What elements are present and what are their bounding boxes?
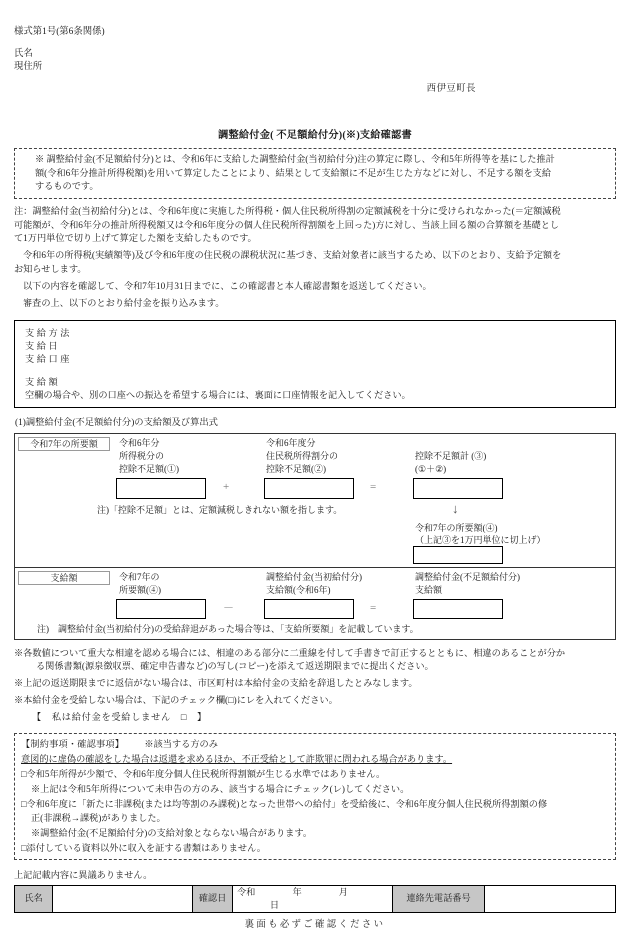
- issuer-name: 西伊豆町長: [426, 83, 476, 94]
- constraint-heading-row: [21, 738, 609, 751]
- sig-name-header: 氏名: [15, 885, 53, 913]
- note-2: ※上記の返送期限までに返信がない場合は、市区町村は本給付金の支給を辞退したとみなします。: [14, 678, 418, 689]
- notice-box: [14, 148, 616, 199]
- payment-date-label: 支給日: [25, 341, 61, 352]
- col1-label-1: 令和6年分: [119, 437, 160, 448]
- constraint-item-3[interactable]: □添付している資料以外に収入を証する書類はありません。: [21, 843, 266, 854]
- input-required-amount-ref[interactable]: [116, 599, 206, 619]
- footer-note: 裏面も必ずご確認ください: [244, 920, 386, 931]
- chu-note: [14, 205, 616, 245]
- calc-row-requirement: [15, 434, 615, 567]
- col1-label-2: 所得税分の: [119, 450, 165, 461]
- col2-label-3: 控除不足額(②): [266, 463, 326, 474]
- row-header-payment: 支給額: [18, 571, 110, 585]
- constraint-warning: 意図的に虚偽の確認をした場合は返還を求めるほか、不正受給として詐欺罪に問われる場合があります。: [21, 753, 453, 764]
- chu-line-3: て1万円単位で切り上げて算定した額を支給したものです。: [14, 233, 257, 243]
- decline-checkbox-line[interactable]: 【 私は給付金を受給しません □ 】: [32, 712, 207, 723]
- body-paragraphs: [14, 249, 616, 310]
- name-label: 氏名: [14, 48, 33, 59]
- input-deduction-shortfall-1[interactable]: [116, 478, 206, 499]
- date-month-label: 月: [338, 886, 348, 897]
- row-header-requirement: 令和7年の所要額: [18, 437, 110, 451]
- operator-minus: －: [223, 601, 234, 614]
- col3-label-1: 控除不足額計 (③): [415, 450, 487, 461]
- notice-line-1: ※ 調整給付金(不足額給付分)とは、令和6年に支給した調整給付金(当初給付分)注の算定に際し、令和5年所得等を基にした推計: [35, 154, 555, 165]
- result-label-1: 令和7年の所要額(④): [415, 522, 498, 533]
- date-day-label: 日: [269, 900, 279, 911]
- date-year-label: 年: [292, 886, 302, 897]
- input-required-amount[interactable]: [413, 546, 503, 564]
- operator-equals-1: =: [370, 480, 377, 493]
- row2-col1-label-1: 令和7年の: [119, 571, 160, 582]
- note-3: ※本給付金を受給しない場合は、下記のチェック欄(□)にレを入れてください。: [14, 694, 338, 705]
- body-para-3: 審査の上、以下のとおり給付金を振り込みます。: [23, 298, 225, 309]
- payment-info-box: [14, 320, 616, 409]
- sig-date-header: 確認日: [193, 885, 233, 913]
- constraint-heading: 【制約事項・確認事項】: [21, 739, 125, 750]
- row2-col2-label-2: 支給額(令和6年): [266, 584, 331, 595]
- chu-line-1: 注：調整給付金(当初給付分)とは、令和6年度に実施した所得税・個人住民税所得割の定額減税を十分に受けられなかった(＝定額減税: [14, 206, 561, 217]
- note-1b: る関係書類(源泉徴収票、確定申告書など)の写し(コピー)を添えて返送期限までに提出ください。: [36, 661, 434, 672]
- row2-col2-label-1: 調整給付金(当初給付分): [266, 571, 362, 582]
- col2-label-2: 住民税所得割分の: [266, 450, 339, 461]
- body-para-1b: お知らせします。: [14, 263, 87, 274]
- section1-heading: (1)調整給付金(不足額給付分)の支給額及び算出式: [15, 418, 218, 429]
- constraint-item-1-note: ※上記は令和5年所得について未申告の方のみ、該当する場合にチェック(レ)してください。: [31, 783, 410, 794]
- input-initial-payment[interactable]: [264, 599, 354, 619]
- sig-date-field[interactable]: [233, 885, 393, 913]
- body-para-1a: 令和6年の所得税(実績額等)及び令和6年度の住民税の課税状況に基づき、支給対象者に該当するため、以下のとおり、支給予定額を: [23, 250, 562, 261]
- notice-line-2: 額(令和6年分推計所得税額)を用いて算定したことにより、結果として支給額に不足が生じた方などに対し、不足する額を支給: [35, 167, 552, 178]
- calc-note-2: 注) 調整給付金(当初給付分)の受給辞退があった場合等は、「支給所要額」を記載しています。: [37, 623, 419, 634]
- sig-phone-field[interactable]: [485, 885, 616, 913]
- instruction-notes: [14, 647, 616, 725]
- constraint-item-1[interactable]: □令和5年所得が少額で、令和6年度分個人住民税所得割額が生じる水準ではありません。: [21, 768, 386, 779]
- calculation-table: [14, 433, 616, 640]
- col1-label-3: 控除不足額(①): [119, 463, 179, 474]
- row2-col3-label-2: 支給額: [415, 584, 443, 595]
- down-arrow-icon: ↓: [452, 500, 459, 516]
- calc-row-payment: [15, 567, 615, 639]
- col3-label-2: (①＋②): [415, 463, 447, 474]
- constraint-item-2-cont: 正(非課税→課税)がありました。: [31, 813, 166, 824]
- notice-line-3: するものです。: [35, 180, 99, 191]
- col2-label-1: 令和6年度分: [266, 437, 316, 448]
- document-title: 調整給付金( 不足額給付分)(※)支給確認書: [218, 129, 412, 141]
- sig-name-field[interactable]: [53, 885, 193, 913]
- table-row: [15, 885, 616, 913]
- address-label: 現住所: [14, 62, 43, 73]
- row2-col3-label-1: 調整給付金(不足額給付分): [415, 571, 520, 582]
- input-deduction-shortfall-total[interactable]: [413, 478, 503, 499]
- payment-amount-label: 支給額: [25, 376, 61, 387]
- row2-col1-label-2: 所要額(④): [119, 584, 161, 595]
- sig-phone-header: 連絡先電話番号: [393, 885, 485, 913]
- constraint-box: [14, 733, 616, 861]
- input-shortfall-payment[interactable]: [413, 599, 503, 619]
- payment-footnote: 空欄の場合や、別の口座への振込を希望する場合には、裏面に口座情報を記入してください。: [25, 390, 411, 401]
- constraint-item-2[interactable]: □令和6年度に「新たに非課税(または均等割のみ課税)となった世帯への給付」を受給後に、令和6年度分個人住民税所得割額の修: [21, 798, 548, 809]
- input-deduction-shortfall-2[interactable]: [264, 478, 354, 499]
- note-1a: ※各数値について重大な相違を認める場合には、相違のある部分に二重線を付して手書きで訂正するとともに、相違のあることが分か: [14, 647, 566, 658]
- body-para-2: 以下の内容を確認して、令和7年10月31日までに、この確認書と本人確認書類を返送してください。: [23, 281, 432, 292]
- date-era: 令和: [237, 886, 256, 897]
- constraint-heading-note: ※該当する方のみ: [144, 739, 218, 750]
- constraint-item-2-note: ※調整給付金(不足額給付分)の支給対象とならない場合があります。: [31, 828, 313, 839]
- agreement-text: 上記記載内容に異議ありません。: [14, 870, 153, 881]
- chu-line-2: 可能額が、令和6年分の推計所得税額又は令和6年度分の個人住民税所得割額を上回った)方に対し、当該上回る額の合算額を基礎とし: [14, 219, 560, 230]
- operator-plus: +: [223, 480, 230, 493]
- payment-account-label: 支給口座: [25, 354, 73, 365]
- operator-equals-2: =: [370, 601, 377, 614]
- result-label-2: （上記③を1万円単位に切上げ）: [415, 534, 546, 545]
- calc-note-1: 注)「控除不足額」とは、定額減税しきれない額を指します。: [97, 504, 343, 515]
- signature-table: [14, 885, 616, 914]
- payment-method-label: 支給方法: [25, 327, 73, 338]
- form-code: 様式第1号(第6条関係): [14, 27, 105, 37]
